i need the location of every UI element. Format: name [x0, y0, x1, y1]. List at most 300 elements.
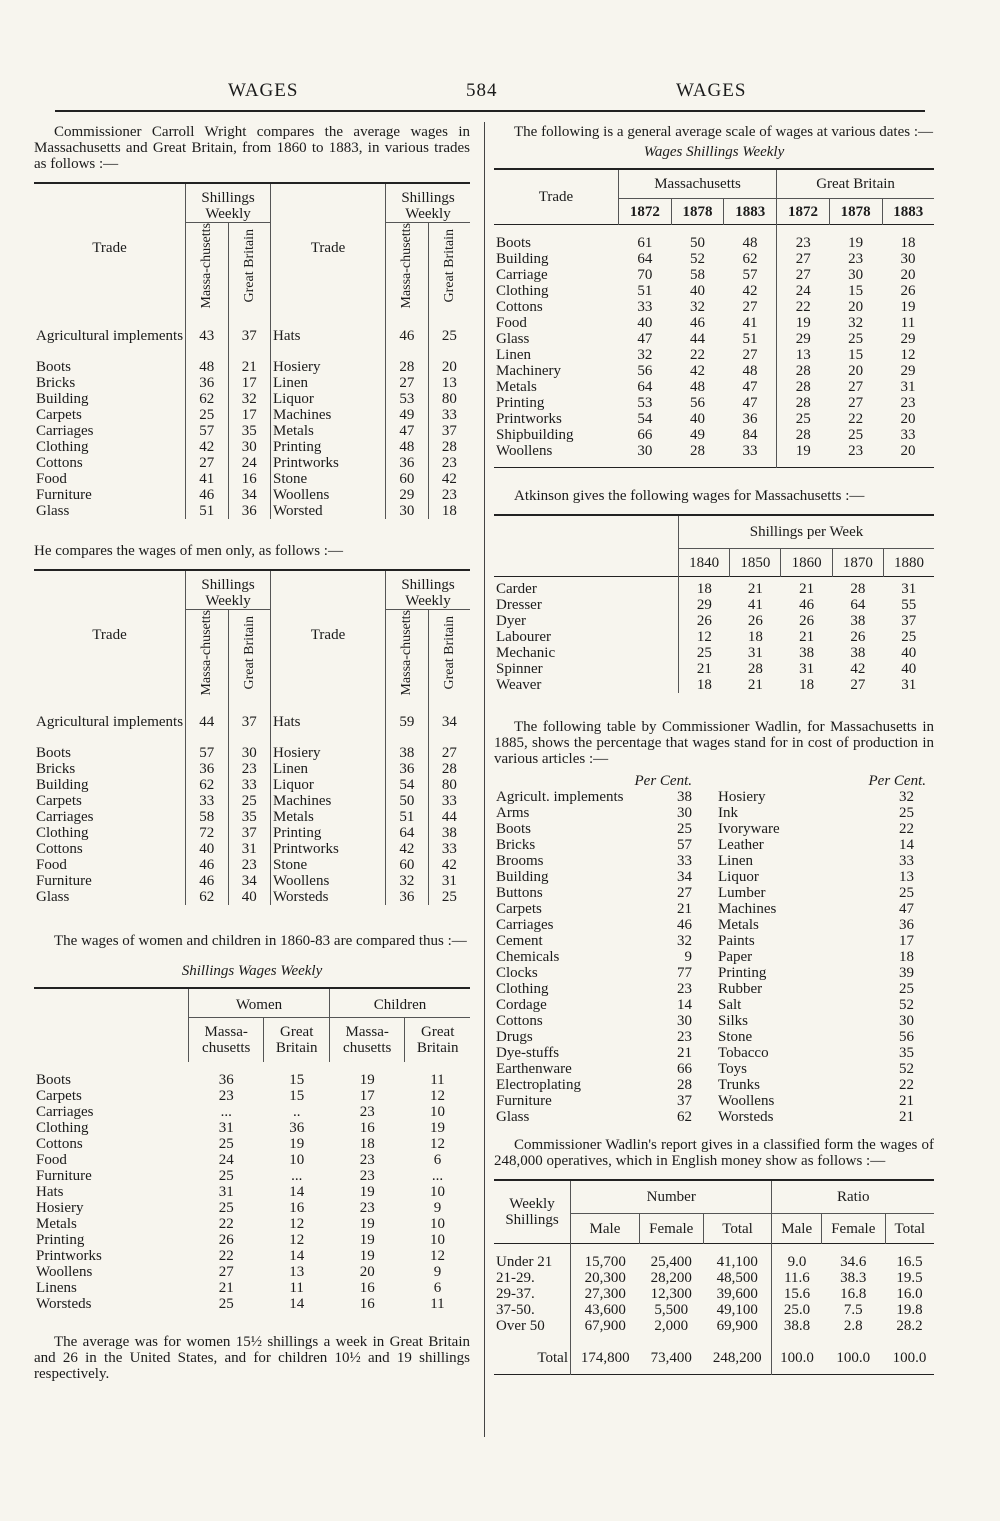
value: 11.6	[772, 1270, 822, 1286]
list-item	[494, 885, 706, 901]
value: 2.8	[843, 1318, 863, 1334]
shillings-per-week-header: Shillings per Week	[679, 515, 935, 549]
massachusetts-value: 62	[186, 777, 228, 793]
list-item	[716, 933, 928, 949]
great-britain-value: 23	[428, 487, 470, 503]
list-item	[494, 1013, 706, 1029]
article-name: Lumber	[718, 885, 766, 901]
shillings-weekly-header: Shillings Weekly	[186, 183, 271, 223]
list-item	[716, 1061, 928, 1077]
wage-value: 16	[359, 1280, 375, 1297]
great-britain-header: Great Britain	[441, 615, 457, 690]
list-item	[716, 997, 928, 1013]
great-britain-value: 37	[228, 699, 270, 745]
trade-name: Woollens	[36, 1264, 93, 1281]
massachusetts-value: 51	[186, 503, 228, 519]
value: 43,600	[571, 1302, 640, 1318]
percent-value: 33	[677, 853, 692, 869]
table-row	[34, 761, 470, 777]
value: 49,100	[716, 1302, 758, 1318]
trade-name: Linen	[271, 375, 386, 391]
massachusetts-header: Massa-chusetts	[199, 223, 215, 309]
year-header: 1872	[619, 199, 672, 225]
list-item	[494, 821, 706, 837]
trade-name: Printworks	[36, 1248, 102, 1265]
wadlin-intro: The following table by Commissioner Wadlin, for Massachusetts in 1885, shows the percentage that wages stand for in cost of production in various articles :—	[494, 719, 934, 767]
wage-value: 31	[901, 677, 917, 693]
wage-value: 28	[777, 363, 830, 379]
ratio-header: Ratio	[772, 1180, 934, 1214]
percent-value: 35	[899, 1045, 914, 1061]
trade-name: Boots	[36, 358, 72, 375]
massachusetts-value: 60	[386, 857, 429, 873]
weekly-shillings-header: Weekly Shillings	[505, 1196, 559, 1228]
wage-value: 23	[359, 1104, 375, 1121]
trade-name: Printworks	[496, 411, 562, 427]
great-britain-value: 38	[428, 825, 470, 841]
percent-value: 33	[899, 853, 914, 869]
wage-value: 47	[637, 331, 653, 347]
wage-value: 53	[637, 395, 653, 411]
list-item	[716, 1029, 928, 1045]
list-item	[494, 933, 706, 949]
wage-value: 20	[359, 1264, 375, 1281]
wage-value: 22	[777, 299, 830, 315]
total-value: 100.0	[892, 1350, 927, 1366]
list-item	[494, 869, 706, 885]
list-item	[494, 853, 706, 869]
wage-value: 27	[742, 299, 758, 315]
massachusetts-value: 58	[186, 809, 228, 825]
table-row	[494, 225, 934, 252]
percent-value: 56	[899, 1029, 914, 1045]
value: 69,900	[716, 1318, 758, 1334]
occupation-name: Spinner	[496, 661, 543, 677]
value: 48,500	[716, 1270, 758, 1286]
wage-value: 19	[289, 1136, 305, 1153]
percent-value: 62	[677, 1109, 692, 1125]
percent-value: 17	[899, 933, 914, 949]
trade-name: Clothing	[496, 283, 549, 299]
list-item	[494, 1029, 706, 1045]
occupation-name: Labourer	[496, 629, 551, 645]
trade-name: Liquor	[271, 391, 386, 407]
great-britain-value: 42	[428, 471, 470, 487]
massachusetts-value: 57	[186, 745, 228, 761]
wage-value: 26	[747, 613, 763, 629]
wage-value: 12	[679, 629, 730, 645]
article-name: Carriages	[496, 917, 554, 933]
wage-value: 31	[799, 661, 815, 677]
wage-value: 24	[777, 283, 830, 299]
great-britain-value: 18	[428, 503, 470, 519]
trade-name: Printworks	[271, 455, 386, 471]
table-row	[34, 1088, 470, 1104]
wage-value: 23	[218, 1088, 234, 1105]
article-name: Silks	[718, 1013, 749, 1029]
wage-value: ..	[292, 1104, 301, 1121]
value: 12,300	[650, 1286, 692, 1302]
report-intro: Commissioner Wadlin's report gives in a classified form the wages of 248,000 operatives, which in English money show as follows :—	[494, 1137, 934, 1169]
wage-value: 84	[742, 427, 758, 443]
wage-value: ...	[220, 1104, 232, 1121]
wage-value: 54	[637, 411, 653, 427]
article-name: Worsteds	[718, 1109, 774, 1125]
list-item	[494, 837, 706, 853]
massachusetts-value: 36	[386, 889, 429, 905]
atkinson-intro: Atkinson gives the following wages for Massachusetts :—	[514, 488, 865, 504]
wage-value: 20	[900, 443, 916, 459]
article-name: Trunks	[718, 1077, 760, 1093]
value: 16.5	[896, 1254, 923, 1270]
wage-value: 25	[218, 1200, 234, 1217]
value: 28,200	[650, 1270, 692, 1286]
wage-value: 27	[777, 267, 830, 283]
great-britain-value: 42	[428, 857, 470, 873]
percent-value: 52	[899, 1061, 914, 1077]
trade-name: Hats	[271, 699, 386, 745]
year-header: 1860	[781, 549, 832, 577]
great-britain-value: 80	[428, 777, 470, 793]
wage-value: 25	[218, 1168, 234, 1185]
wage-value: 62	[742, 251, 758, 267]
trade-name: Building	[36, 777, 89, 794]
year-header: 1880	[883, 549, 934, 577]
great-britain-value: 25	[428, 313, 470, 359]
great-britain-value: 31	[228, 841, 270, 857]
wage-value: 23	[359, 1200, 375, 1217]
table-row	[34, 1264, 470, 1280]
occupation-name: Dresser	[496, 597, 542, 613]
trade-name: Hats	[36, 1184, 64, 1201]
trade-name: Liquor	[271, 777, 386, 793]
wage-value: 10	[429, 1184, 445, 1201]
percent-value: 37	[677, 1093, 692, 1109]
wage-value: 21	[799, 581, 815, 597]
trade-name: Food	[496, 315, 527, 331]
year-header: 1878	[671, 199, 724, 225]
massachusetts-header: Massa-chusetts	[199, 609, 215, 696]
wage-value: 27	[850, 677, 866, 693]
trade-name: Carpets	[36, 406, 82, 423]
percent-value: 14	[677, 997, 692, 1013]
trade-name: Carpets	[36, 793, 82, 810]
trade-name: Building	[36, 390, 89, 407]
table-row	[494, 395, 934, 411]
wage-value: 22	[848, 411, 864, 427]
wage-value: 19	[359, 1184, 375, 1201]
massachusetts-value: 32	[386, 873, 429, 889]
wage-value: 64	[850, 597, 866, 613]
intro-paragraph: Commissioner Carroll Wright compares the average wages in Massachusetts and Great Britain, from 1860 to 1883, in various trades as follows :—	[34, 124, 470, 172]
children-header: Children	[329, 988, 470, 1018]
table-row	[34, 503, 470, 519]
total-row	[494, 1334, 934, 1375]
per-cent-header: Per Cent.	[634, 773, 692, 789]
massachusetts-header: Massa-chusetts	[399, 609, 415, 696]
wage-band: Under 21	[496, 1254, 553, 1270]
list-item	[494, 1109, 706, 1125]
wage-value: 42	[742, 283, 758, 299]
massachusetts-header: Massa-chusetts	[202, 1024, 251, 1057]
year-header: 1883	[882, 199, 934, 225]
wage-value: 28	[777, 379, 830, 395]
percentage-list-left	[494, 789, 706, 1125]
wage-value: 12	[429, 1248, 445, 1265]
total-value: 73,400	[650, 1350, 692, 1366]
article-name: Boots	[496, 821, 532, 837]
great-britain-value: 21	[228, 359, 270, 375]
great-britain-header: Great Britain	[275, 1024, 318, 1057]
percent-value: 30	[677, 1013, 692, 1029]
table-row	[494, 331, 934, 347]
total-value: 174,800	[571, 1334, 640, 1375]
wage-value: 66	[637, 427, 653, 443]
year-header: 1850	[730, 549, 781, 577]
trade-name: Shipbuilding	[496, 427, 574, 443]
wage-value: 28	[690, 443, 706, 459]
wage-value: 21	[218, 1280, 234, 1297]
wage-value: 33	[900, 427, 916, 443]
trade-name: Metals	[496, 379, 537, 395]
wage-value: 21	[679, 661, 730, 677]
great-britain-value: 34	[228, 487, 270, 503]
great-britain-value: 20	[428, 359, 470, 375]
trade-header: Trade	[271, 183, 386, 313]
trade-name: Machines	[271, 793, 386, 809]
trade-header: Trade	[92, 626, 127, 643]
wage-value: 23	[359, 1152, 375, 1169]
percent-value: 30	[677, 805, 692, 821]
great-britain-value: 33	[428, 841, 470, 857]
great-britain-value: 30	[228, 439, 270, 455]
trade-name: Hats	[271, 313, 386, 359]
percent-value: 25	[677, 821, 692, 837]
list-item	[494, 1045, 706, 1061]
massachusetts-header: Massa-chusetts	[343, 1024, 392, 1057]
wage-value: 19	[777, 443, 830, 468]
great-britain-header: Great Britain	[241, 615, 257, 690]
wage-value: 19	[359, 1248, 375, 1265]
article-name: Liquor	[718, 869, 759, 885]
wage-value: 27	[848, 395, 864, 411]
massachusetts-value: 64	[386, 825, 429, 841]
massachusetts-value: 54	[386, 777, 429, 793]
wage-value: 19	[359, 1216, 375, 1233]
great-britain-value: 32	[228, 391, 270, 407]
percent-value: 21	[677, 901, 692, 917]
table-row	[34, 793, 470, 809]
total-header: Total	[885, 1214, 934, 1244]
trades-table	[34, 182, 470, 519]
article-name: Electroplating	[496, 1077, 581, 1093]
article-name: Toys	[718, 1061, 747, 1077]
trade-name: Metals	[271, 423, 386, 439]
table-row	[34, 359, 470, 375]
value: 19.8	[896, 1302, 923, 1318]
massachusetts-value: 40	[186, 841, 228, 857]
table-row	[34, 391, 470, 407]
percent-value: 39	[899, 965, 914, 981]
wage-value: 12	[289, 1232, 305, 1249]
list-item	[494, 901, 706, 917]
percent-value: 13	[899, 869, 914, 885]
total-header: Total	[703, 1214, 772, 1244]
trade-header: Trade	[92, 240, 127, 257]
wage-value: 70	[637, 267, 653, 283]
wage-value: 19	[777, 315, 830, 331]
wage-value: 57	[742, 267, 758, 283]
great-britain-value: 25	[228, 793, 270, 809]
percent-value: 66	[677, 1061, 692, 1077]
table-row	[34, 745, 470, 761]
wage-value: 47	[742, 379, 758, 395]
shillings-weekly-header: Shillings Weekly	[386, 570, 470, 610]
percent-value: 18	[899, 949, 914, 965]
scale-caption: Wages Shillings Weekly	[643, 144, 785, 160]
wage-value: 12	[429, 1088, 445, 1105]
wage-value: 23	[848, 251, 864, 267]
article-name: Leather	[718, 837, 764, 853]
wage-value: 19	[900, 299, 916, 315]
wage-value: 40	[690, 411, 706, 427]
article-name: Furniture	[496, 1093, 552, 1109]
wage-scale-table	[494, 168, 934, 468]
wage-value: 14	[289, 1248, 305, 1265]
running-header-right: WAGES	[676, 80, 747, 101]
table-row	[494, 1302, 934, 1318]
wage-value: 9	[433, 1264, 442, 1281]
wage-value: 28	[747, 661, 763, 677]
massachusetts-value: 57	[186, 423, 228, 439]
women-children-table	[34, 987, 470, 1312]
table-row	[34, 455, 470, 471]
article-name: Hosiery	[718, 789, 766, 805]
list-item	[494, 997, 706, 1013]
article-name: Bricks	[496, 837, 536, 853]
trade-name: Metals	[271, 809, 386, 825]
list-item	[716, 805, 928, 821]
trade-name: Boots	[36, 1072, 72, 1089]
percent-value: 25	[899, 981, 914, 997]
wage-value: 13	[289, 1264, 305, 1281]
wage-value: 16	[359, 1296, 375, 1313]
list-item	[716, 869, 928, 885]
scale-intro: The following is a general average scale of wages at various dates :—	[514, 124, 934, 140]
wage-value: 41	[742, 315, 758, 331]
wage-value: 23	[359, 1168, 375, 1185]
men-trades-table	[34, 569, 470, 906]
wage-value: 26	[850, 629, 866, 645]
table-row	[494, 1270, 934, 1286]
wage-value: 20	[848, 299, 864, 315]
percent-value: 32	[677, 933, 692, 949]
article-name: Clothing	[496, 981, 549, 997]
wage-value: 10	[429, 1216, 445, 1233]
per-cent-header: Per Cent.	[868, 773, 926, 789]
great-britain-value: 80	[428, 391, 470, 407]
great-britain-value: 33	[428, 793, 470, 809]
female-header: Female	[639, 1214, 703, 1244]
wage-value: 18	[747, 629, 763, 645]
right-column	[494, 124, 934, 1375]
wage-band: 29-37.	[496, 1286, 535, 1302]
trade-name: Hosiery	[36, 1200, 84, 1217]
wage-value: 27	[742, 347, 758, 363]
wage-value: 6	[433, 1152, 442, 1169]
wage-value: 31	[900, 379, 916, 395]
list-item	[494, 949, 706, 965]
wage-value: 21	[747, 581, 763, 597]
table-row	[34, 873, 470, 889]
table-row	[34, 699, 470, 745]
table-row	[34, 1232, 470, 1248]
wage-value: 28	[777, 427, 830, 443]
great-britain-value: 37	[228, 825, 270, 841]
value: 7.5	[843, 1302, 863, 1318]
percent-value: 9	[684, 949, 692, 965]
wage-value: 21	[747, 677, 763, 693]
article-name: Cordage	[496, 997, 547, 1013]
trade-name: Carriages	[36, 1104, 94, 1121]
great-britain-value: 28	[428, 761, 470, 777]
male-header: Male	[571, 1214, 640, 1244]
table-row	[34, 841, 470, 857]
article-name: Buttons	[496, 885, 543, 901]
percent-value: 23	[677, 981, 692, 997]
massachusetts-value: 46	[386, 313, 429, 359]
article-name: Stone	[718, 1029, 753, 1045]
list-item	[494, 1061, 706, 1077]
table-row	[34, 1184, 470, 1200]
wage-value: 31	[218, 1120, 234, 1137]
percent-value: 27	[677, 885, 692, 901]
atkinson-table	[494, 514, 934, 693]
wage-value: 18	[799, 677, 815, 693]
trade-name: Printing	[496, 395, 545, 411]
total-label: Total	[537, 1350, 568, 1366]
wage-value: 64	[637, 251, 653, 267]
wage-value: 16	[359, 1120, 375, 1137]
wage-value: 56	[637, 363, 653, 379]
wage-value: 36	[289, 1120, 305, 1137]
great-britain-header: Great Britain	[416, 1024, 459, 1057]
table-row	[494, 363, 934, 379]
wage-value: 44	[690, 331, 706, 347]
table-row	[34, 1248, 470, 1264]
trade-name: Worsteds	[36, 1296, 92, 1313]
wage-value: 18	[359, 1136, 375, 1153]
article-name: Ink	[718, 805, 738, 821]
trade-name: Agricultural implements	[36, 714, 184, 731]
wage-value: 26	[218, 1232, 234, 1249]
trade-header: Trade	[538, 189, 574, 205]
value: 19.5	[896, 1270, 923, 1286]
great-britain-value: 27	[428, 745, 470, 761]
wage-value: 29	[900, 331, 916, 347]
trade-name: Woollens	[496, 443, 553, 459]
percent-value: 57	[677, 837, 692, 853]
trade-name: Machines	[271, 407, 386, 423]
wage-value: 12	[900, 347, 916, 363]
massachusetts-value: 30	[386, 503, 429, 519]
table-row	[34, 825, 470, 841]
table-row	[494, 411, 934, 427]
percent-value: 25	[899, 805, 914, 821]
wage-value: 48	[690, 379, 706, 395]
wage-value: 31	[747, 645, 763, 661]
trade-name: Furniture	[36, 1168, 92, 1185]
